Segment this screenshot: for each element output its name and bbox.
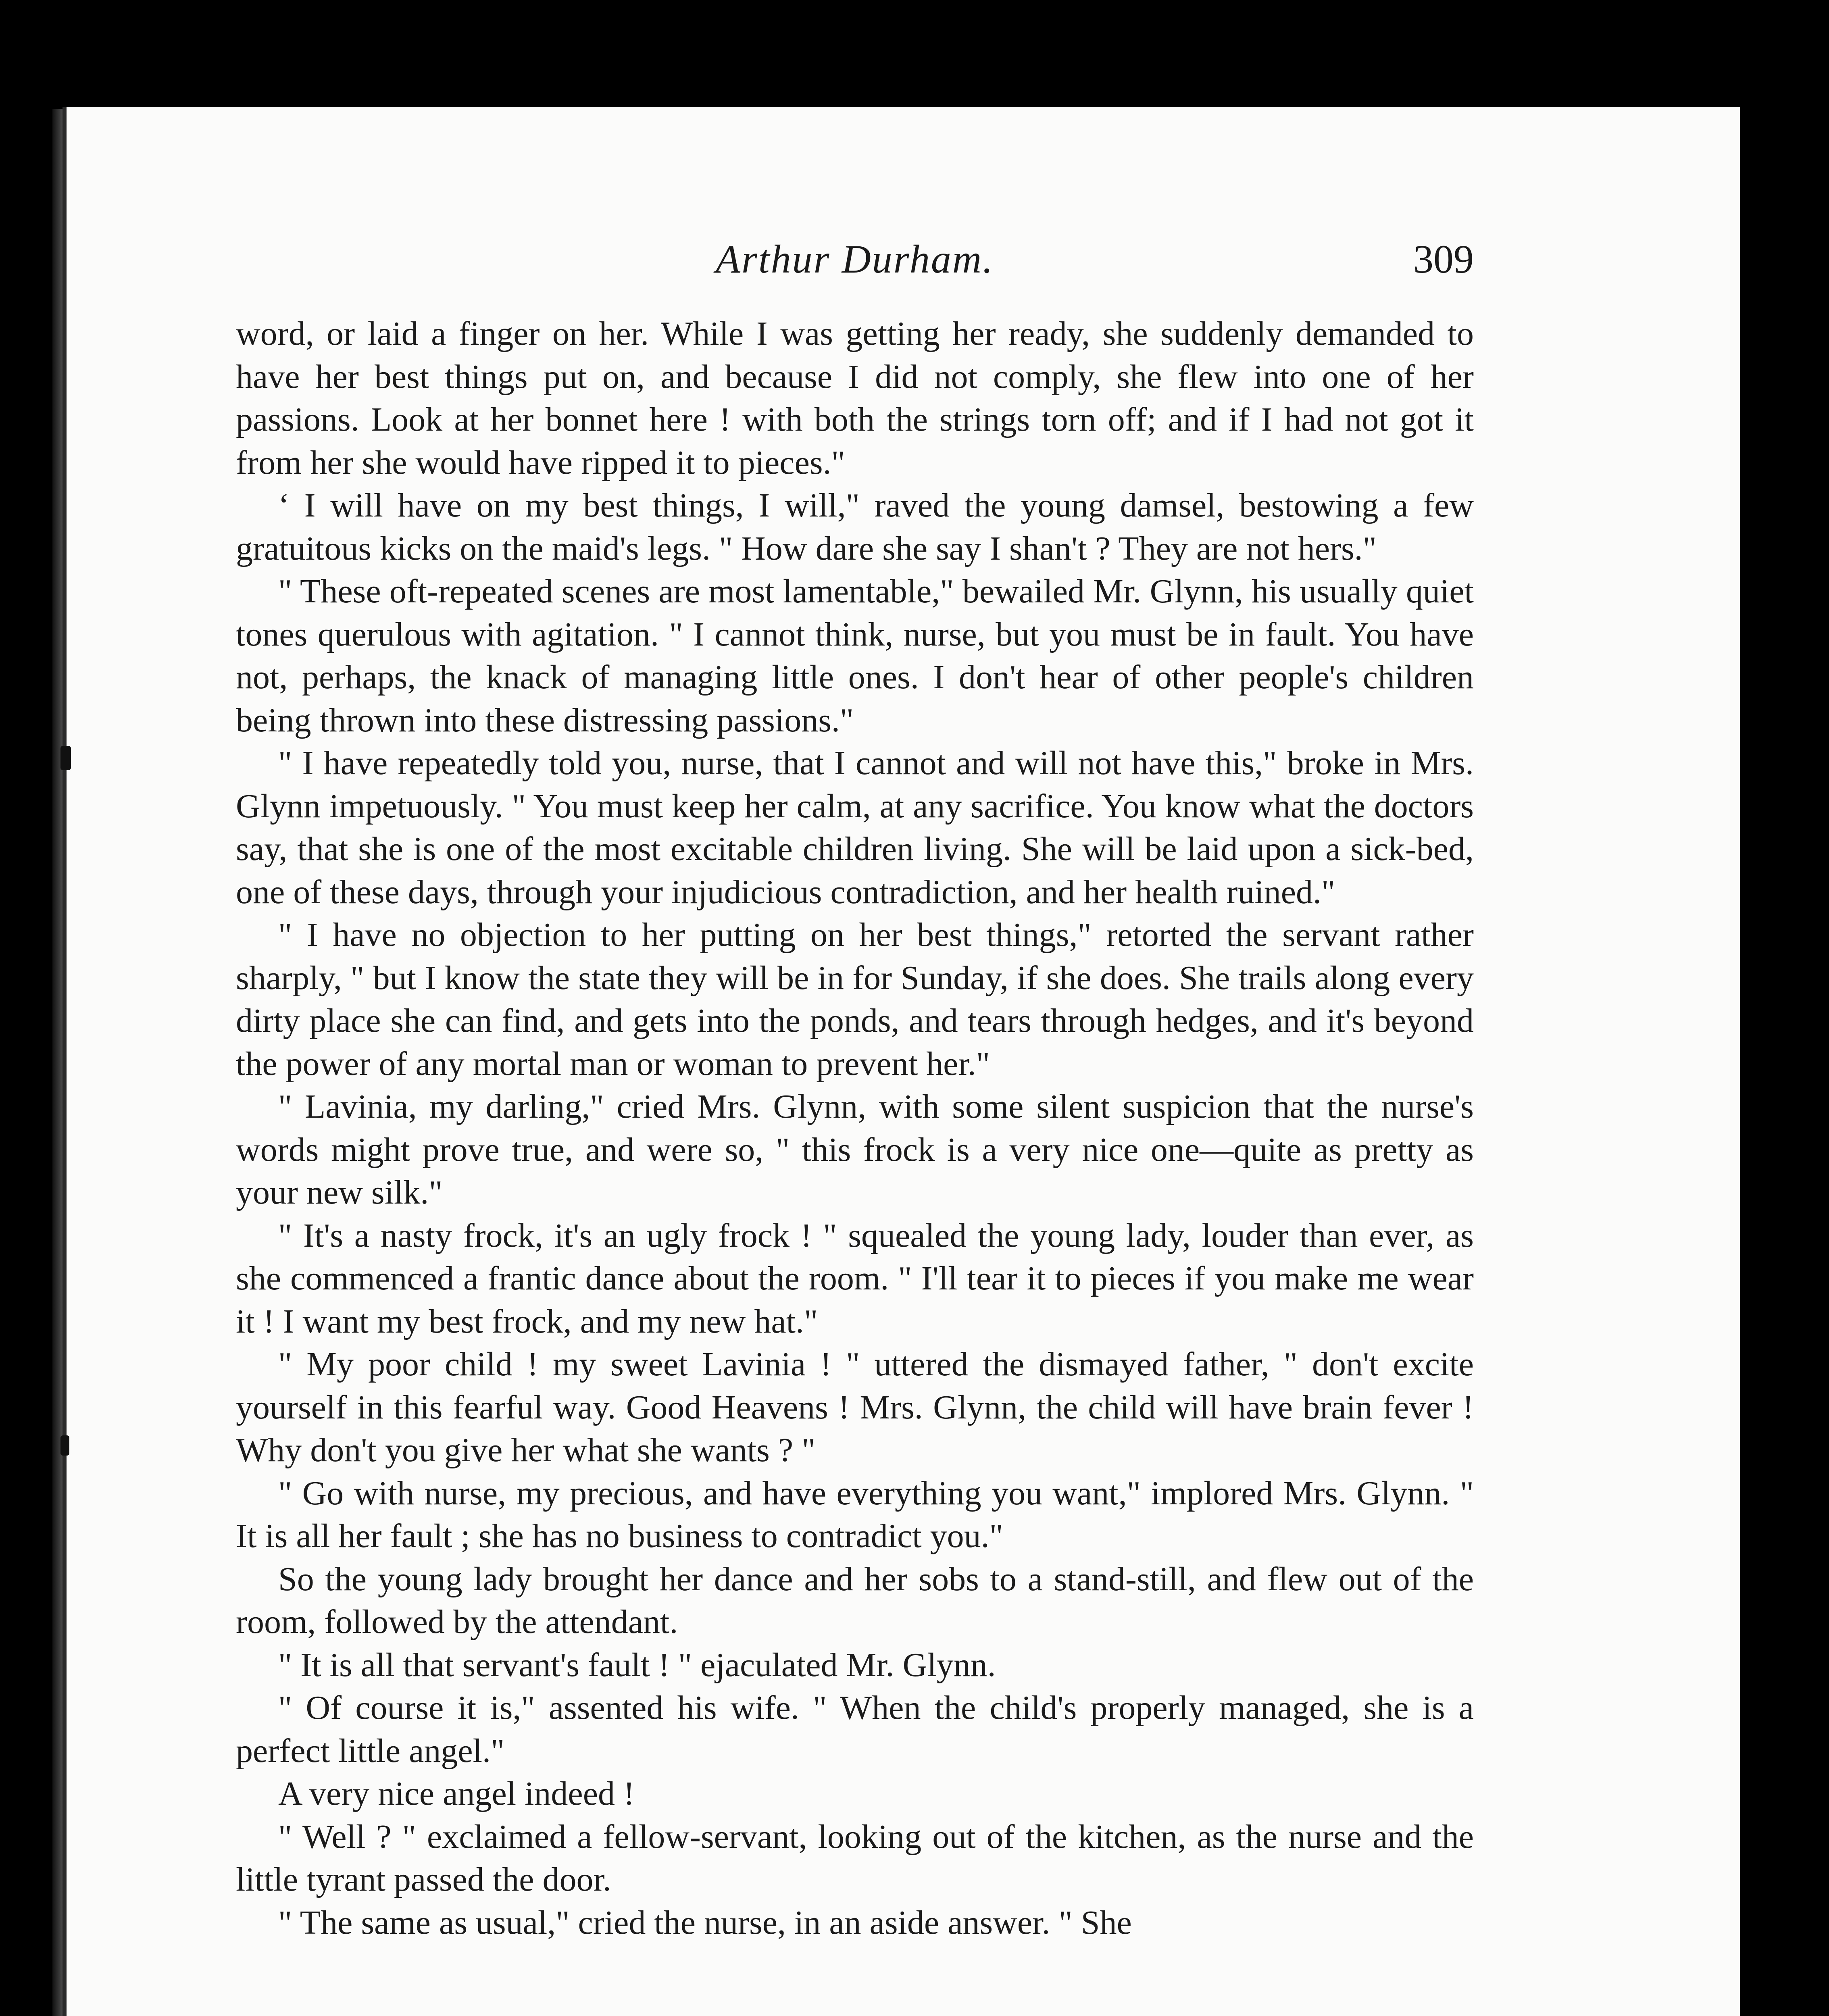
paragraph: word, or laid a finger on her. While I was getting her ready, she suddenly demanded to have her best things put on, and because I did not comply, she flew into one of her passions. Look at her bonnet here ! with both the strings torn off; and if I had not got it from her she would have ripped it to pieces." — [236, 315, 1474, 481]
paragraph: " Lavinia, my darling," cried Mrs. Glynn, with some silent suspicion that the nurse's words might prove true, and were so, " this frock is a very nice one—quite as pretty as your new silk." — [236, 1088, 1474, 1211]
paragraph: A very nice angel indeed ! — [278, 1775, 635, 1812]
paragraph: " It's a nasty frock, it's an ugly frock ! " squealed the young lady, louder than ever, as she commenced a frantic dance about the room. " I'll tear it to pieces if you make me wear it ! I want my best frock, and my new hat." — [236, 1216, 1474, 1340]
paragraph: " These oft-repeated scenes are most lamentable," bewailed Mr. Glynn, his usually quiet tones querulous with agitation. " I cannot think, nurse, but you must be in fault. You have not, perhaps, the knack of managing little ones. I don't hear of other people's children being thrown into these distressing passions." — [236, 573, 1474, 739]
paragraph: " My poor child ! my sweet Lavinia ! " uttered the dismayed father, " don't excite yourself in this fearful way. Good Heavens ! Mrs. Glynn, the child will have brain fever ! Why don't you give her what she wants ? " — [236, 1345, 1474, 1469]
running-head — [236, 236, 1474, 304]
binding-mark — [60, 746, 71, 770]
paragraph: ‘ I will have on my best things, I will," raved the young damsel, bestowing a few gratuitous kicks on the maid's legs. " How dare she say I shan't ? They are not hers." — [236, 487, 1474, 567]
paragraph: " The same as usual," cried the nurse, in an aside answer. " She — [278, 1904, 1132, 1941]
running-title: Arthur Durham. — [715, 237, 994, 281]
paragraph: " Well ? " exclaimed a fellow-servant, looking out of the kitchen, as the nurse and the little tyrant passed the door. — [236, 1818, 1474, 1898]
paragraph: " I have repeatedly told you, nurse, that I cannot and will not have this," broke in Mrs. Glynn impetuously. " You must keep her calm, at any sacrifice. You know what the doctors say, that she is one of the most excitable children living. She will be laid upon a sick-bed, one of these days, through your injudicious contradiction, and her health ruined." — [236, 744, 1474, 911]
binding-mark — [60, 1435, 69, 1456]
body-text — [236, 312, 1474, 1944]
paragraph: " Of course it is," assented his wife. " When the child's properly managed, she is a perfect little angel." — [236, 1689, 1474, 1770]
paragraph: So the young lady brought her dance and her sobs to a stand-still, and flew out of the room, followed by the attendant. — [236, 1560, 1474, 1641]
paragraph: " It is all that servant's fault ! " ejaculated Mr. Glynn. — [278, 1646, 996, 1684]
page-number: 309 — [1413, 237, 1474, 281]
paragraph: " Go with nurse, my precious, and have everything you want," implored Mrs. Glynn. " It is all her fault ; she has no business to contradict you." — [236, 1474, 1474, 1555]
paragraph: " I have no objection to her putting on her best things," retorted the servant rather sharply, " but I know the state they will be in for Sunday, if she does. She trails along every dirty place she can find, and gets into the ponds, and tears through hedges, and it's beyond the power of any mortal man or woman to prevent her." — [236, 916, 1474, 1083]
